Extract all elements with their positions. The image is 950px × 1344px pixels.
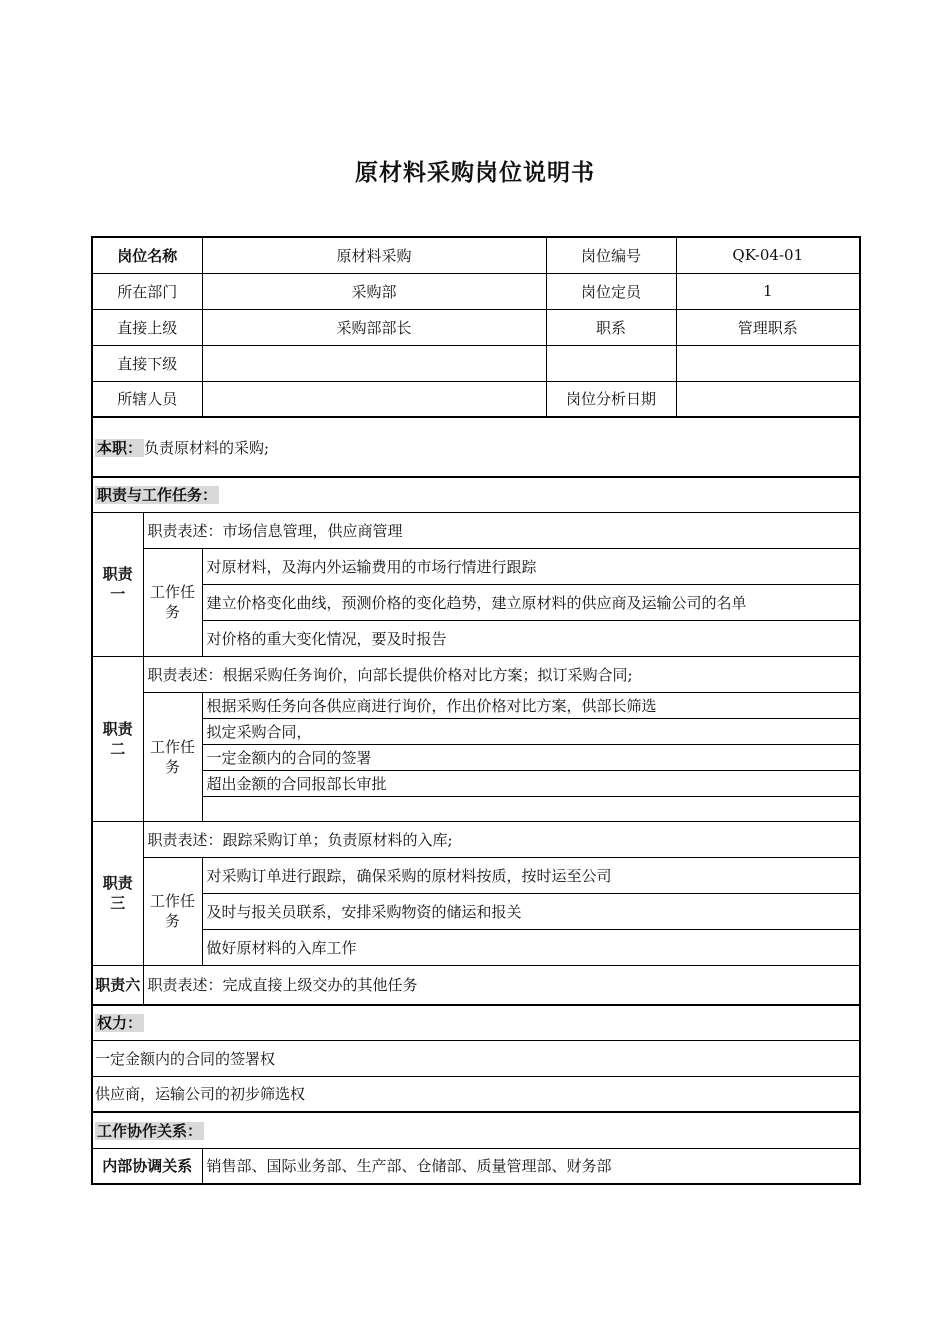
r2-task-row (92, 796, 860, 821)
authority-item: 一定金额内的合同的签署权 (92, 1040, 860, 1076)
value-headcount: 1 (676, 273, 860, 309)
label-series: 职系 (546, 309, 676, 345)
relations-header: 工作协作关系： (97, 1121, 203, 1140)
r3-statement-row (92, 821, 860, 857)
label-analysis-date: 岗位分析日期 (546, 381, 676, 417)
label-superior: 直接上级 (92, 309, 202, 345)
row-authority-header (92, 1005, 860, 1040)
responsibilities-header-cell (92, 477, 860, 512)
duty-label: 本职： (97, 438, 143, 457)
r3-statement: 职责表述：跟踪采购订单；负责原材料的入库; (143, 821, 860, 857)
row-staff (92, 381, 860, 417)
duty-text: 负责原材料的采购; (144, 438, 270, 457)
r6-label: 职责六 (92, 965, 143, 1005)
row-subordinate (92, 345, 860, 381)
r2-task-row (92, 692, 860, 718)
r2-task-row (92, 744, 860, 770)
r1-statement-row (92, 512, 860, 548)
r1-task: 建立价格变化曲线，预测价格的变化趋势，建立原材料的供应商及运输公司的名单 (202, 584, 860, 620)
r1-task: 对原材料，及海内外运输费用的市场行情进行跟踪 (202, 548, 860, 584)
r3-task: 对采购订单进行跟踪，确保采购的原材料按质，按时运至公司 (202, 857, 860, 893)
r3-task-row (92, 857, 860, 893)
row-job-name (92, 237, 860, 273)
value-superior: 采购部部长 (202, 309, 546, 345)
r1-task-row (92, 620, 860, 656)
row-superior (92, 309, 860, 345)
authority-row (92, 1076, 860, 1112)
authority-header: 权力： (97, 1014, 143, 1033)
label-subordinate: 直接下级 (92, 345, 202, 381)
value-job-name: 原材料采购 (202, 237, 546, 273)
r1-task-label: 工作任务 (143, 548, 202, 656)
r2-label: 职责二 (92, 656, 143, 821)
value-series: 管理职系 (676, 309, 860, 345)
label-job-code: 岗位编号 (546, 237, 676, 273)
r3-label: 职责三 (92, 821, 143, 965)
internal-relations-value: 销售部、国际业务部、生产部、仓储部、质量管理部、财务部 (202, 1148, 860, 1184)
r3-task-label: 工作任务 (143, 857, 202, 965)
r2-task (202, 796, 860, 821)
r2-statement-row (92, 656, 860, 692)
r2-task: 超出金额的合同报部长审批 (202, 770, 860, 796)
authority-header-cell (92, 1005, 860, 1040)
responsibilities-header: 职责与工作任务： (97, 486, 218, 505)
r3-task: 做好原材料的入库工作 (202, 929, 860, 965)
value-job-code: QK-04-01 (676, 237, 860, 273)
document-title: 原材料采购岗位说明书 (355, 160, 595, 186)
r1-task-row (92, 584, 860, 620)
r6-statement: 职责表述：完成直接上级交办的其他任务 (143, 965, 860, 1005)
r2-task: 一定金额内的合同的签署 (202, 744, 860, 770)
row-responsibilities-header (92, 477, 860, 512)
value-subordinate (202, 345, 546, 381)
r2-task: 拟定采购合同， (202, 718, 860, 744)
row-relations-header (92, 1112, 860, 1148)
r2-task-row (92, 718, 860, 744)
r2-task-label: 工作任务 (143, 692, 202, 821)
r2-statement: 职责表述：根据采购任务询价，向部长提供价格对比方案；拟订采购合同; (143, 656, 860, 692)
authority-item: 供应商，运输公司的初步筛选权 (92, 1076, 860, 1112)
job-description-table (91, 236, 861, 1185)
r1-label: 职责一 (92, 512, 143, 656)
r2-task: 根据采购任务向各供应商进行询价，作出价格对比方案，供部长筛选 (202, 692, 860, 718)
r1-task-row (92, 548, 860, 584)
r3-task-row (92, 893, 860, 929)
r2-task-row (92, 770, 860, 796)
duty-cell (92, 417, 860, 477)
relations-header-cell (92, 1112, 860, 1148)
label-job-name: 岗位名称 (92, 237, 202, 273)
empty-cell (546, 345, 676, 381)
r1-statement: 职责表述：市场信息管理，供应商管理 (143, 512, 860, 548)
label-headcount: 岗位定员 (546, 273, 676, 309)
row-duty (92, 417, 860, 477)
row-department (92, 273, 860, 309)
label-department: 所在部门 (92, 273, 202, 309)
r3-task: 及时与报关员联系，安排采购物资的储运和报关 (202, 893, 860, 929)
value-analysis-date (676, 381, 860, 417)
internal-relations-row (92, 1148, 860, 1184)
label-staff: 所辖人员 (92, 381, 202, 417)
r3-task-row (92, 929, 860, 965)
empty-cell (676, 345, 860, 381)
r6-row (92, 965, 860, 1005)
value-department: 采购部 (202, 273, 546, 309)
authority-row (92, 1040, 860, 1076)
r1-task: 对价格的重大变化情况，要及时报告 (202, 620, 860, 656)
value-staff (202, 381, 546, 417)
internal-relations-label: 内部协调关系 (92, 1148, 202, 1184)
